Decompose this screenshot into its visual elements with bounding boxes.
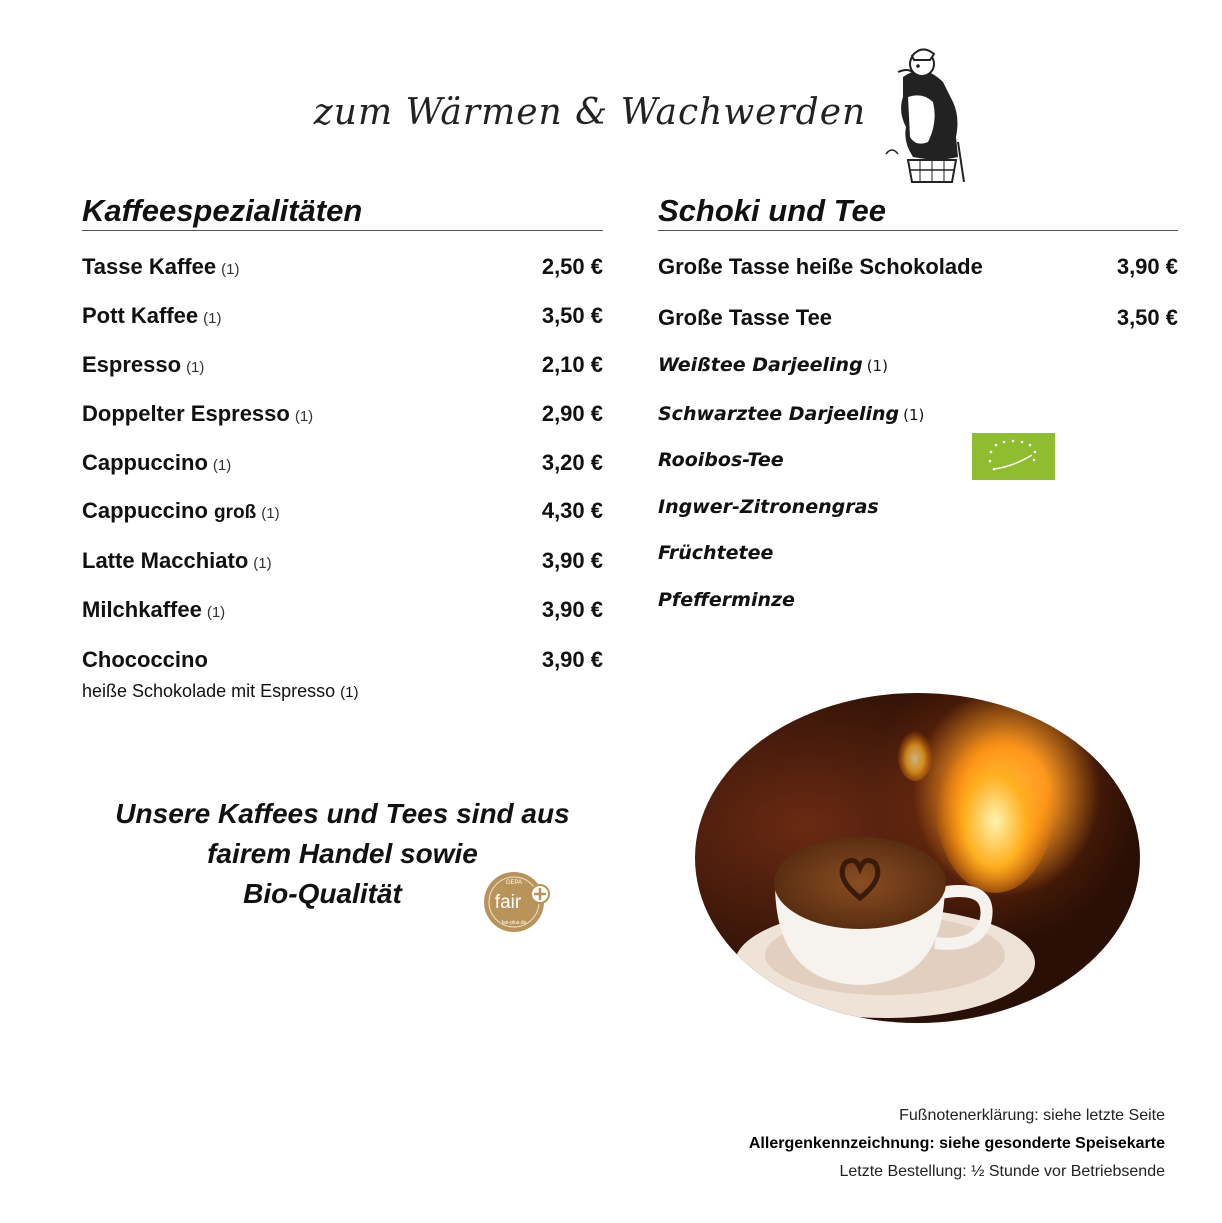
menu-item: Espresso (1) (82, 352, 205, 377)
hedgehog-mascot-icon (878, 42, 968, 192)
menu-item-price: 2,50 € (541, 254, 603, 279)
menu-item: Latte Macchiato (1) (82, 548, 272, 573)
menu-item-price: 4,30 € (541, 498, 603, 523)
page-title: zum Wärmen & Wachwerden (313, 92, 867, 133)
tea-item: Schwarztee Darjeeling (1) (658, 403, 925, 425)
coffee-fireplace-photo (695, 693, 1140, 1023)
menu-item-price: 3,90 € (1116, 254, 1178, 279)
menu-item: Chococcino (82, 647, 208, 672)
tea-item: Ingwer-Zitronengras (658, 496, 879, 518)
menu-item: Cappuccino groß (1) (82, 498, 280, 523)
kaffee-section (82, 193, 603, 231)
menu-item-price: 2,10 € (541, 352, 603, 377)
section-heading-tee: Schoki und Tee (658, 193, 1178, 231)
menu-item: Pott Kaffee (1) (82, 303, 222, 328)
eu-organic-leaf-icon (972, 433, 1055, 480)
menu-item-price: 3,90 € (541, 647, 603, 672)
tee-section (658, 193, 1178, 231)
menu-item: Cappuccino (1) (82, 450, 232, 475)
menu-item-price: 3,90 € (541, 548, 603, 573)
menu-item-price: 2,90 € (541, 401, 603, 426)
gepa-fair-plus-badge-icon (480, 864, 552, 936)
fairtrade-statement: Unsere Kaffees und Tees sind aus fairem Handel sowie Bio-Qualität (115, 798, 570, 909)
menu-item: Milchkaffee (1) (82, 597, 226, 622)
tea-item: Früchtetee (658, 542, 774, 564)
footer-allergen-note: Allergenkennzeichnung: siehe gesonderte Speisekarte (748, 1135, 1165, 1152)
menu-item-description: heiße Schokolade mit Espresso (1) (82, 681, 359, 701)
tea-item: Rooibos-Tee (658, 449, 784, 471)
menu-item: Große Tasse heiße Schokolade (658, 254, 983, 279)
footer-footnote-note: Fußnotenerklärung: siehe letzte Seite (899, 1107, 1165, 1124)
menu-item-price: 3,50 € (541, 303, 603, 328)
menu-item-price: 3,90 € (541, 597, 603, 622)
menu-item-price: 3,20 € (541, 450, 603, 475)
section-heading-kaffee: Kaffeespezialitäten (82, 193, 603, 231)
tea-item: Weißtee Darjeeling (1) (658, 354, 888, 376)
svg-text:fair: fair (494, 892, 522, 913)
svg-text:fair-plus.de: fair-plus.de (501, 920, 527, 926)
svg-text:GEPA: GEPA (505, 880, 523, 886)
footer-last-order-note: Letzte Bestellung: ½ Stunde vor Betriebsende (839, 1163, 1165, 1180)
tea-item: Pfefferminze (658, 589, 795, 611)
menu-item: Tasse Kaffee (1) (82, 254, 240, 279)
menu-item: Doppelter Espresso (1) (82, 401, 314, 426)
menu-item-price: 3,50 € (1116, 305, 1178, 330)
menu-item: Große Tasse Tee (658, 305, 833, 330)
